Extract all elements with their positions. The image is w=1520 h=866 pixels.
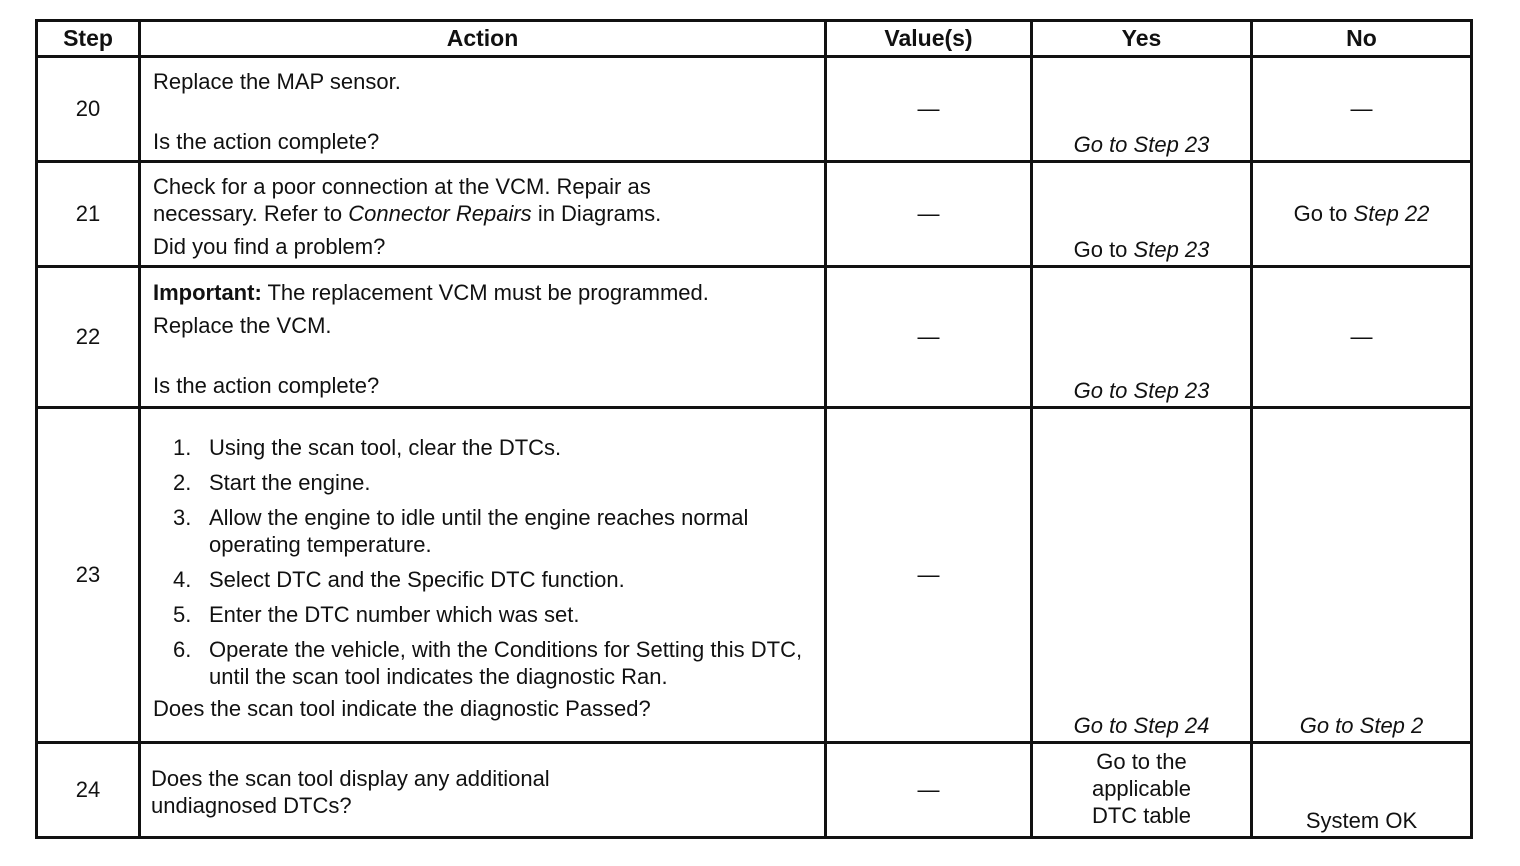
- header-no: No: [1252, 21, 1472, 57]
- action-cell: [140, 408, 826, 743]
- procedure-list: [153, 434, 812, 690]
- procedure-step: [153, 434, 812, 461]
- procedure-step: [153, 636, 812, 690]
- action-cell: [140, 162, 826, 267]
- no-cell: —: [1252, 57, 1472, 162]
- diagnostic-table: [35, 19, 1473, 839]
- value-cell: —: [826, 408, 1032, 743]
- header-row: [37, 21, 1472, 57]
- step-number: 24: [37, 743, 140, 838]
- action-text-ref: necessary. Refer to Connector Repairs in Diagrams.: [153, 200, 662, 226]
- procedure-step-number: 1.: [173, 434, 192, 460]
- header-action: Action: [140, 21, 826, 57]
- yes-link: Go to Step 23: [1073, 378, 1210, 403]
- procedure-step: [153, 566, 812, 593]
- yes-link: Go to Step 23: [1073, 237, 1210, 262]
- yes-cell: [1032, 267, 1252, 408]
- connector-repairs-reference: Connector Repairs: [348, 200, 532, 226]
- procedure-step-text: Operate the vehicle, with the Conditions for Setting this DTC, until the scan tool indicates the diagnostic Ran.: [209, 636, 803, 689]
- action-question: Is the action complete?: [153, 373, 380, 398]
- no-cell: [1252, 743, 1472, 838]
- action-text: Does the scan tool display any additional: [151, 766, 550, 791]
- action-text: undiagnosed DTCs?: [151, 793, 352, 818]
- value-cell: —: [826, 57, 1032, 162]
- no-result: System OK: [1305, 808, 1418, 833]
- header-yes: Yes: [1032, 21, 1252, 57]
- action-question: Does the scan tool indicate the diagnostic Passed?: [153, 695, 651, 721]
- no-cell: [1252, 408, 1472, 743]
- table-row: [37, 267, 1472, 408]
- step-number: 20: [37, 57, 140, 162]
- yes-cell: [1032, 743, 1252, 838]
- action-text: Check for a poor connection at the VCM. Repair as: [153, 173, 651, 199]
- procedure-step-text: Start the engine.: [209, 469, 371, 495]
- action-text: Replace the MAP sensor.: [153, 68, 401, 94]
- action-question: Did you find a problem?: [153, 233, 386, 259]
- value-cell: —: [826, 162, 1032, 267]
- procedure-step-number: 6.: [173, 636, 192, 662]
- procedure-step-number: 5.: [173, 601, 192, 627]
- yes-link: Go to Step 24: [1073, 713, 1210, 738]
- action-cell: [140, 57, 826, 162]
- procedure-step: [153, 601, 812, 628]
- action-question: Is the action complete?: [153, 128, 380, 154]
- yes-cell: [1032, 162, 1252, 267]
- header-step: Step: [37, 21, 140, 57]
- step-number: 22: [37, 267, 140, 408]
- yes-link: Go to Step 23: [1073, 132, 1210, 157]
- procedure-step-text: Allow the engine to idle until the engine reaches normal operating temperature.: [209, 504, 749, 557]
- procedure-step-text: Enter the DTC number which was set.: [209, 601, 580, 627]
- procedure-step-text: Using the scan tool, clear the DTCs.: [209, 434, 562, 460]
- action-cell: [140, 267, 826, 408]
- procedure-step-text: Select DTC and the Specific DTC function.: [209, 566, 625, 592]
- step-number: 21: [37, 162, 140, 267]
- important-note: Important: The replacement VCM must be programmed.: [153, 280, 709, 305]
- no-link: Go to Step 2: [1299, 713, 1424, 738]
- table-row: [37, 162, 1472, 267]
- no-cell: —: [1252, 267, 1472, 408]
- yes-cell: [1032, 57, 1252, 162]
- procedure-step-number: 3.: [173, 504, 192, 530]
- yes-instruction: Go to the applicable DTC table: [1091, 749, 1192, 828]
- procedure-step-number: 4.: [173, 566, 192, 592]
- step-number: 23: [37, 408, 140, 743]
- action-cell: [140, 743, 826, 838]
- procedure-step: [153, 504, 812, 558]
- table-row: [37, 743, 1472, 838]
- no-cell: Go to Step 22: [1252, 162, 1472, 267]
- value-cell: —: [826, 743, 1032, 838]
- yes-cell: [1032, 408, 1252, 743]
- table-row: [37, 408, 1472, 743]
- value-cell: —: [826, 267, 1032, 408]
- procedure-step: [153, 469, 812, 496]
- table-row: [37, 57, 1472, 162]
- action-text: Replace the VCM.: [153, 313, 332, 338]
- procedure-step-number: 2.: [173, 469, 192, 495]
- header-values: Value(s): [826, 21, 1032, 57]
